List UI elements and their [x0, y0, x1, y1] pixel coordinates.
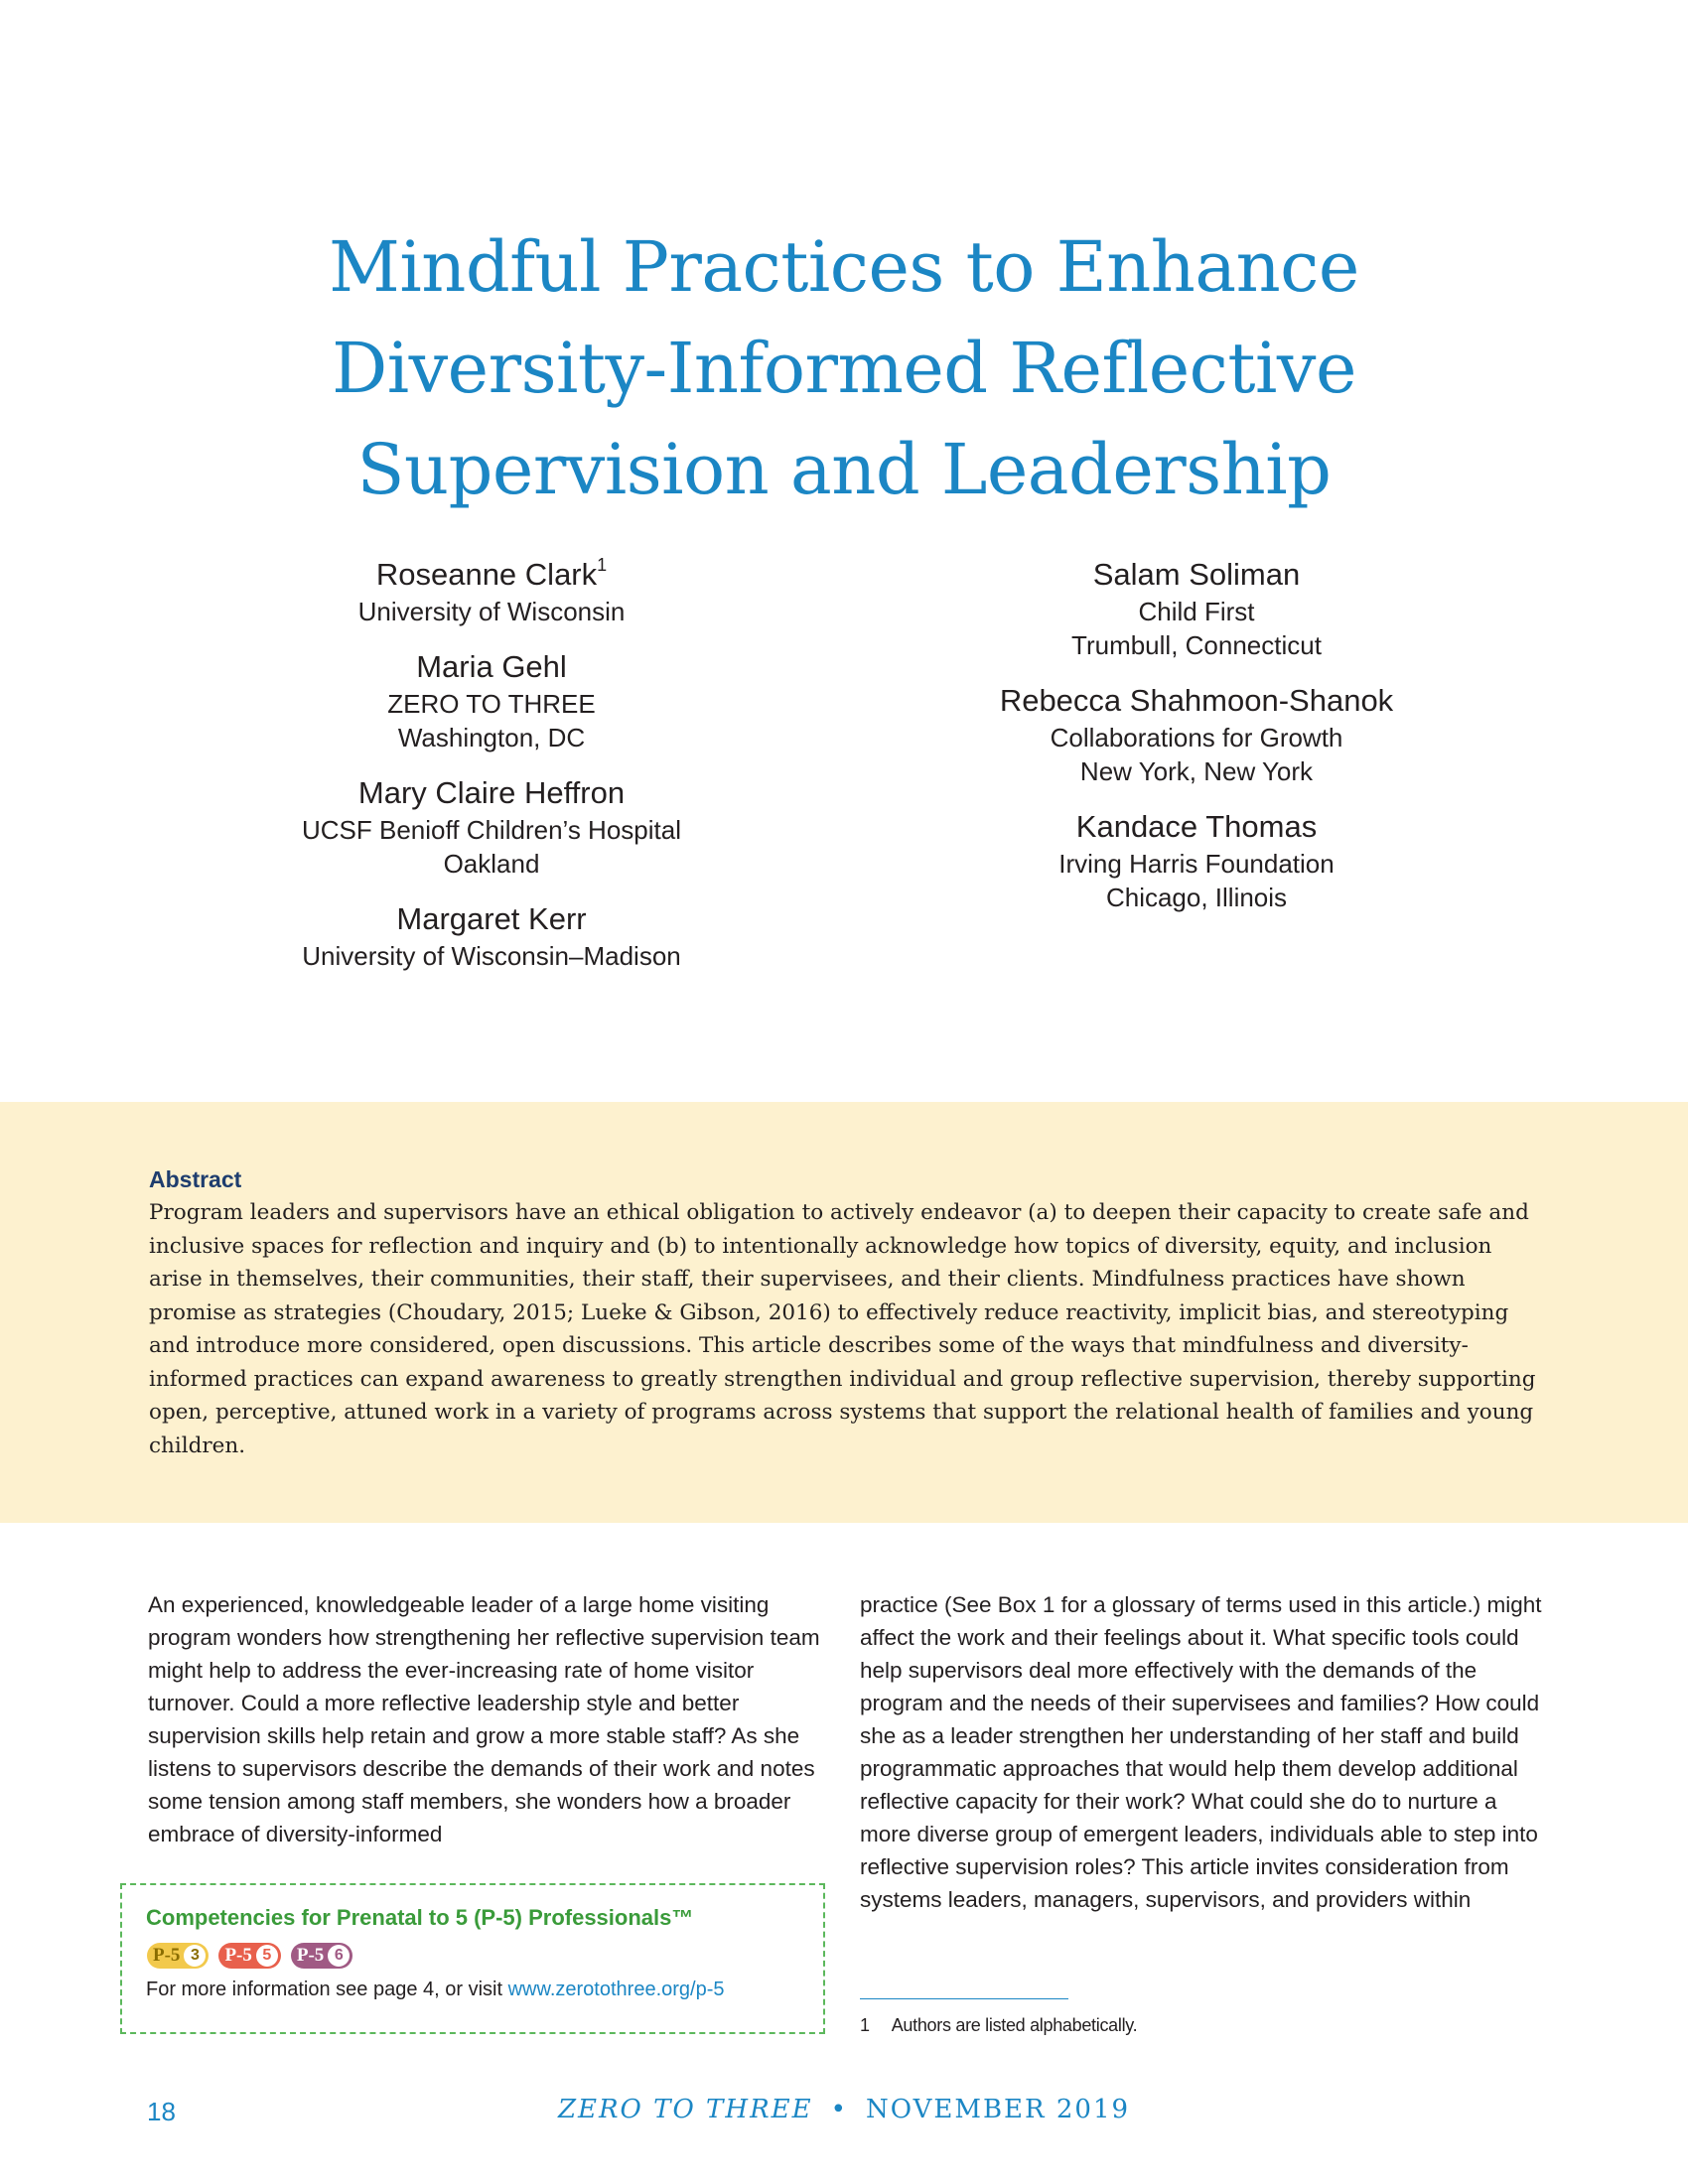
author-location: Oakland [443, 849, 540, 879]
badge-number: 3 [184, 1945, 206, 1967]
author-block [933, 681, 1460, 788]
authors-left-column [243, 555, 740, 992]
badge-label: P-5 [153, 1945, 181, 1966]
title-line-3: Supervision and Leadership [356, 429, 1332, 510]
running-footer [0, 2095, 1688, 2124]
footnote-number: 1 [860, 2015, 870, 2035]
author-name: Maria Gehl [416, 649, 567, 684]
author-block [243, 899, 740, 973]
title-line-1: Mindful Practices to Enhance [329, 226, 1359, 308]
abstract-text: Program leaders and supervisors have an ethical obligation to actively endeavor (a) to deepen their capacity to create safe and inclusive spaces for reflection and inquiry and (b) to intentionally acknowledge how topics of diversity, equity, and inclusion arise in themselves, their communities, their staff, their supervisees, and their clients. Mindfulness practices have shown promise as strategies (Choudary, 2015; Lueke & Gibson, 2016) to effectively reduce reactivity, implicit bias, and stereotyping and introduce more considered, open discussions. This article describes some of the ways that mindfulness and diversity-informed practices can expand awareness to greatly strengthen individual and group reflective supervision, thereby supporting open, perceptive, attuned work in a variety of programs across systems that support the relational health of families and young children. [149, 1200, 1536, 1458]
author-block [243, 773, 740, 881]
competencies-title: Competencies for Prenatal to 5 (P-5) Professionals™ [146, 1905, 694, 1930]
competency-badges [147, 1943, 352, 1969]
body-column-left: An experienced, knowledgeable leader of a large home visiting program wonders how strengthening her reflective supervision team might help to address the ever-increasing rate of home visitor turnover. Could a more reflective leadership style and better supervision skills help retain and grow a more stable staff? As she listens to supervisors describe the demands of their work and notes some tension among staff members, she wonders how a broader embrace of diversity-informed [148, 1592, 820, 1846]
author-footnote-marker: 1 [597, 555, 608, 575]
author-location: Chicago, Illinois [1105, 883, 1288, 912]
author-name: Salam Soliman [1092, 557, 1301, 592]
author-block [933, 807, 1460, 914]
authors-right-column [933, 555, 1460, 933]
footnote [860, 2015, 1137, 2036]
article-title [149, 216, 1539, 520]
competency-badge-3 [147, 1943, 209, 1969]
competencies-link[interactable]: www.zerotothree.org/p-5 [507, 1979, 725, 2000]
author-name: Kandace Thomas [1075, 809, 1318, 844]
badge-number: 5 [256, 1945, 278, 1967]
author-location: Trumbull, Connecticut [1071, 630, 1322, 660]
competencies-info-text: For more information see page 4, or visit [146, 1979, 508, 2000]
footnote-divider [860, 1998, 1068, 1999]
badge-label: P-5 [296, 1945, 325, 1966]
page-number: 18 [147, 2097, 176, 2126]
footnote-text: Authors are listed alphabetically. [891, 2015, 1138, 2035]
footer-separator: • [830, 2095, 848, 2124]
author-name: Rebecca Shahmoon-Shanok [999, 683, 1394, 718]
author-location: New York, New York [1079, 756, 1314, 786]
author-name: Mary Claire Heffron [357, 775, 626, 810]
author-affiliation: University of Wisconsin [357, 597, 626, 626]
body-column-right: practice (See Box 1 for a glossary of terms used in this article.) might affect the work and their feelings about it. What specific tools could help supervisors deal more effectively with the demands of the program and the needs of their supervisees and families? How could she as a leader strengthen her understanding of her staff and build programmatic approaches that would help them develop additional reflective capacity for their work? What could she do to nurture a more diverse group of emergent leaders, individuals able to step into reflective supervision roles? This article invites consideration from systems leaders, managers, supervisors, and providers within [860, 1592, 1542, 1912]
author-affiliation: UCSF Benioff Children’s Hospital [302, 815, 681, 845]
abstract-heading: Abstract [149, 1166, 242, 1192]
author-name: Roseanne Clark$^1$ [375, 555, 608, 592]
footer-publication: ZERO TO THREE [557, 2095, 813, 2124]
author-block [243, 647, 740, 754]
author-block [243, 555, 740, 628]
author-affiliation: Irving Harris Foundation [1058, 849, 1335, 879]
author-affiliation: Collaborations for Growth [1050, 723, 1343, 752]
author-affiliation: Child First [1138, 597, 1255, 626]
author-location: Washington, DC [397, 723, 586, 752]
badge-label: P-5 [224, 1945, 252, 1966]
author-name: Margaret Kerr [396, 901, 587, 936]
badge-number: 6 [328, 1945, 350, 1967]
author-affiliation: University of Wisconsin–Madison [302, 941, 681, 971]
competency-badge-6 [291, 1943, 352, 1969]
footer-date: NOVEMBER 2019 [865, 2095, 1131, 2124]
author-affiliation: ZERO TO THREE [387, 689, 596, 719]
competencies-info [146, 1979, 725, 2001]
competency-badge-5 [218, 1943, 280, 1969]
author-block [933, 555, 1460, 662]
title-line-2: Diversity-Informed Reflective [332, 328, 1356, 409]
